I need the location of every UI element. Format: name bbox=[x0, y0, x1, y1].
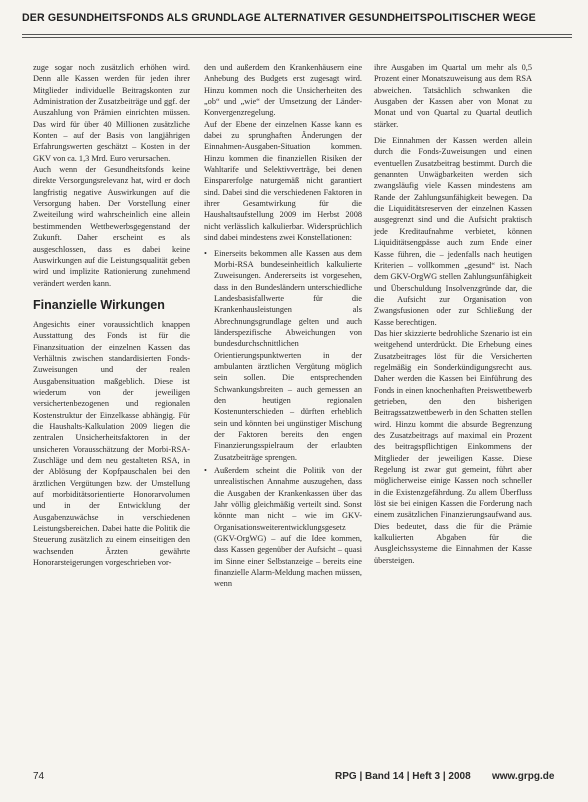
col1-paragraph-3: Angesichts einer voraussichtlich knappen Ausstattung des Fonds ist für die Finanzsituation der einzelnen Kassen das Verhältnis zwischen standardisierten Fonds-Zuweisungen und der realen Ausgabensituation maßgeblich. Diese ist wiederum von der jeweiligen versichertenbezogenen und regionalen Kostenstruktur der Einzelkasse abhängig. Für die Haushalts-Kalkulation 2009 liegen die zentralen Unsicherheitsfaktoren in der unsicheren Vorausschätzung der Morbi-RSA-Zuschläge und dem neu gestalteten RSA, in der Ablösung der Kopfpauschalen bei den ärztlichen Vergütungen bzw. der Umstellung auf morbiditätsorientierte Honorarvolumen und in der Entwicklung der Ausgabenzuwächse in verschiedenen Leistungsbereichen. Dabei hatte die Politik die Steuerung zusätzlich zu einem einseitigen den wachsenden Ärzten gewährte Honorarsteigerungen vorgeschrieben vor- bbox=[33, 319, 190, 568]
section-heading-finanzielle-wirkungen: Finanzielle Wirkungen bbox=[33, 297, 165, 312]
column-1 bbox=[33, 62, 190, 568]
col2-paragraph-1: den und außerdem den Krankenhäusern eine Anhebung des Budgets erst zugesagt wird. Hinzu kommen noch die Unsicherheiten des „ob“ und „wie“ der Umsetzung der Länder-Konvergenzregelung. bbox=[204, 63, 362, 118]
col1-paragraph-1: zuge sogar noch zusätzlich erhöhen wird. Denn alle Kassen werden für jeden ihrer Mitglieder individuelle Beitragskonten zur Administration der Zusatzbeiträge und ggf. der Auszahlung von Prämien einrichten müssen. Das wird für über 40 Millionen zusätzliche Konten – auf der Basis von langjährigen Erfahrungswerten geschätzt – Kosten in der GKV von ca. 1,3 Mrd. Euro verursachen. bbox=[33, 63, 190, 163]
bullet-icon: • bbox=[204, 248, 207, 258]
col3-paragraph-3: Das hier skizzierte bedrohliche Szenario ist ein weitgehend unterdrückt. Die Erhebung eines Zusatzbeitrages löst für die Versicherten regelmäßig ein Sonderkündigungsrecht aus. Daher werden die Kassen bei Einführung des Fonds in einen knochenhaften Preiswettbewerb getrieben, den den bisherigen Beitragssatzwettbewerb in den Schatten stellen wird. Hinzu kommt die absurde Begrenzung des Zusatzbeitrags auf maximal ein Prozent des beitragspflichtigen Einkommens der Mitglieder der jeweiligen Kasse. Diese Regelung ist zwar gut gemeint, führt aber möglicherweise einige Kassen noch schneller in die Existenzgefährdung. Zu allem Überfluss löst sie bei einigen Kassen die Forderung nach einem zusätzlichen Finanzierungsaufwand aus. Dies bedeutet, dass die für die Prämie kalkulierten Abgaben für die Ausgleichssysteme die Einnahmen der Kasse übersteigen. bbox=[374, 328, 532, 565]
journal-reference: RPG | Band 14 | Heft 3 | 2008 bbox=[335, 771, 471, 782]
bullet-text-2: Außerdem scheint die Politik von der unrealistischen Annahme auszugehen, dass die Ausgaben der Krankenkassen über das Jahr völlig gleichmäßig verteilt sind. Sonst könnte man nicht – wie im GKV-Organisationsweiterentwicklungsgesetz (GKV-OrgWG) – auf die Idee kommen, dass Kassen gegenüber der Aufsicht – quasi im Sinne einer Selbstanzeige – bereits eine finanzielle Alarm-Meldung machen müssen, wenn bbox=[214, 466, 362, 589]
col3-paragraph-1: ihre Ausgaben im Quartal um mehr als 0,5 Prozent einer Monatszuweisung aus dem RSA abweichen. Tatsächlich schwanken die Ausgaben der Kassen aber von Monat zu Monat und von Quartal zu Quartal deutlich stärker. bbox=[374, 63, 532, 129]
bullet-text-1: Einerseits bekommen alle Kassen aus dem Morbi-RSA bundeseinheitlich kalkulierte Zuweisungen. Andererseits ist vorgesehen, dass in den Bundesländern unterschiedliche Landesbasisfallwerte für die Krankenhausleistungen als Abrechnungsgrundlage gelten und auch länderspezifische Abweichungen von bundesdurchschnittlichen Orientierungspunktwerten in der ambulanten ärztlichen Vergütung möglich sein sollen. Die entsprechenden Schwankungsbreiten – auch gemessen an den heutigen regionalen Kostenunterschieden – dürften erheblich sein und könnten bei ungünstiger Mischung der Faktoren bereits den engen Finanzierungsspielraum der erlaubten Zusatzbeiträge sprengen. bbox=[214, 248, 362, 462]
website-url: www.grpg.de bbox=[492, 771, 555, 782]
bullet-item-1 bbox=[204, 248, 362, 464]
col3-paragraph-2: Die Einnahmen der Kassen werden allein durch die Fonds-Zuweisungen und einen eventuellen Zusatzbeitrag bestimmt. Durch die genannten Unwägbarkeiten werden sich zwangsläufig viele Kassen mindestens am Rande der Zahlungsunfähigkeit bewegen. Da die Liquiditätsreserven der einzelnen Kassen ausgegrenzt sind und die Aufsicht praktisch jede Kreditaufnahme verbietet, können Liquiditätsengpässe auch zum Ende einer Kasse führen, die – jedenfalls nach heutigen Kriterien – vollkommen „gesund“ ist. Nach dem GKV-OrgWG stellen Zahlungsunfähigkeit und Überschuldung Insolvenzgründe dar, die die Aufsicht zur Organisation von Zwangsfusionen oder zur Schließung der Kasse berechtigen. bbox=[374, 136, 532, 327]
bullet-list bbox=[204, 248, 362, 590]
col2-paragraph-2: Auf der Ebene der einzelnen Kasse kann es dabei zu sprunghaften Änderungen der Einnahmen-Ausgaben-Situation kommen. Hinzu kommen die finanziellen Risiken der Wahltarife und Selektivverträge, bei denen Einsparerfolge naturgemäß nicht garantiert sind. Dabei sind die verschiedenen Faktoren in ihrer Gesamtwirkung für die Haushaltsaufstellung 2009 im Herbst 2008 nicht verlässlich kalkulierbar. Widersprüchlich sind dabei mindestens zwei Konstellationen: bbox=[204, 119, 362, 243]
running-header: DER GESUNDHEITSFONDS ALS GRUNDLAGE ALTERNATIVER GESUNDHEITSPOLITISCHER WEGE bbox=[22, 12, 536, 24]
header-rule-top bbox=[22, 34, 572, 35]
bullet-item-2 bbox=[204, 465, 362, 590]
column-2 bbox=[204, 62, 362, 590]
col1-paragraph-2: Auch wenn der Gesundheitsfonds keine direkte Versorgungsrelevanz hat, wird er doch langfristig negative Auswirkungen auf die Versorgung haben. Der Vorstellung einer Zweiteilung wird wahrscheinlich eine allein bestimmenden Wettbewerbsgegenstand der Zukunft. Daher erscheint es als ausgeschlossen, dass es dabei keine Auswirkungen auf die Leistungsqualität geben wird und implizite Rationierung zunehmend verändert werden kann. bbox=[33, 165, 190, 288]
bullet-icon: • bbox=[204, 466, 207, 476]
column-3 bbox=[374, 62, 532, 566]
page-number: 74 bbox=[33, 771, 45, 782]
header-rule-bottom bbox=[22, 37, 572, 38]
